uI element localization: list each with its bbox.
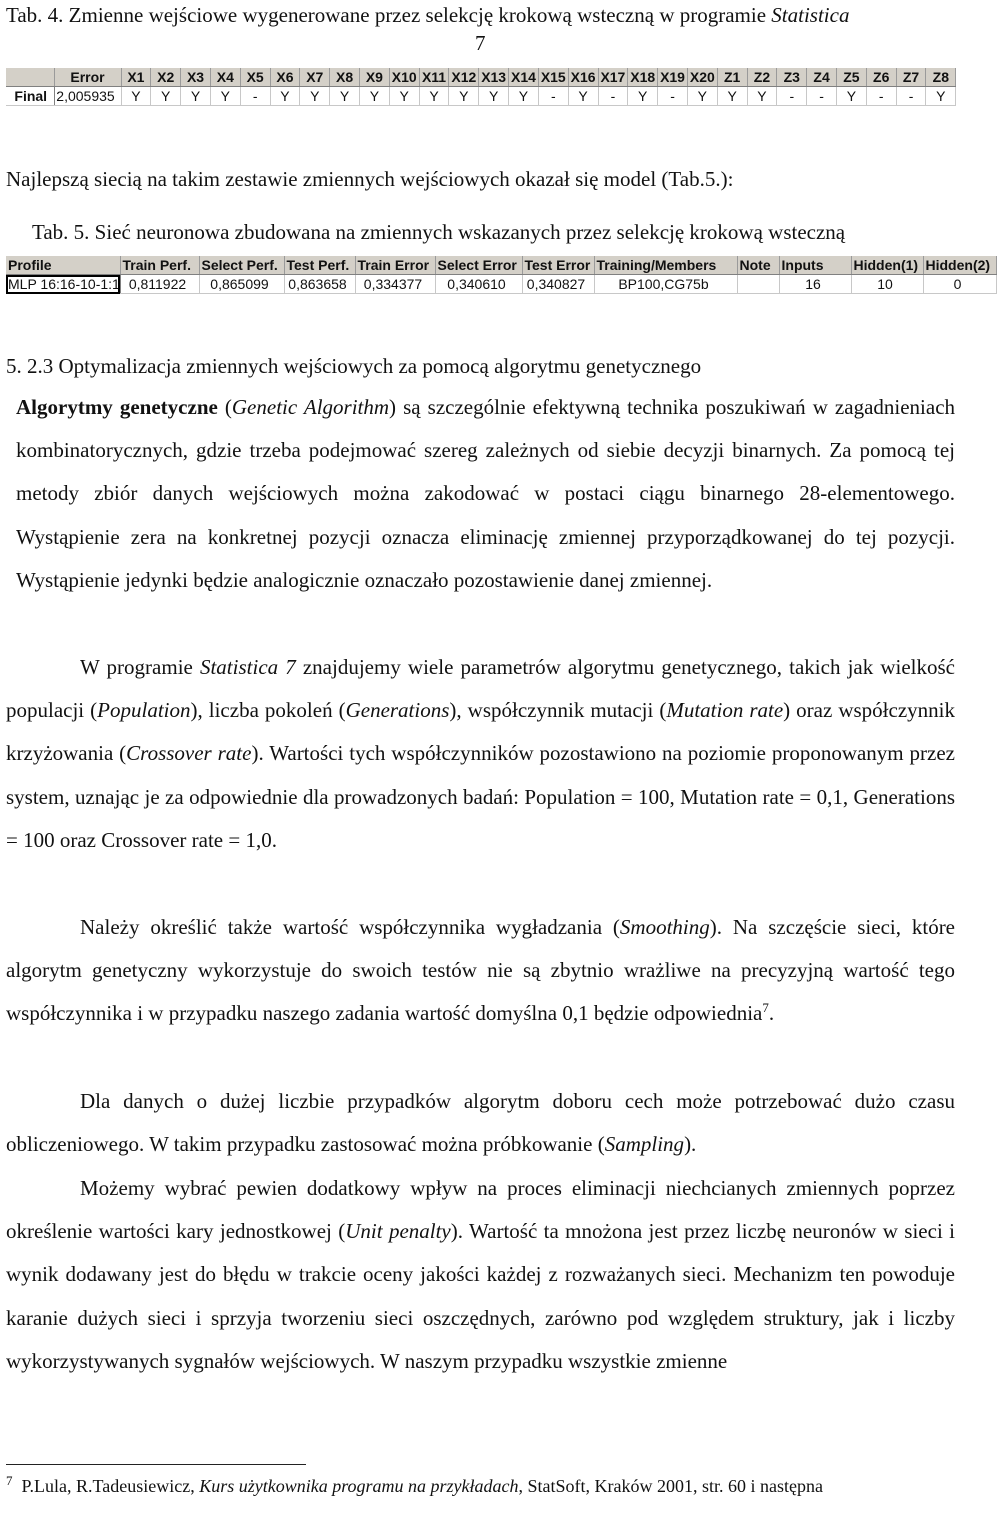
- tab4-cell: -: [777, 87, 807, 106]
- tab4-cell: Y: [360, 87, 390, 106]
- tab4-caption: [6, 3, 849, 27]
- p3-text-3: .: [768, 1001, 775, 1026]
- tab4-col-header: Error: [54, 68, 121, 87]
- tab4-col-header: X4: [210, 68, 240, 87]
- p2-text-2: znajdujemy wiele parametrów algorytmu genetycznego, takich jak wielkość populacji (: [6, 655, 955, 723]
- p3-text-2: ). Na szczęście sieci, które algorytm genetyczny wykorzystuje do swoich testów nie są zbytnio wrażliwe na precyzyjną wartość tego współczynnika i w przypadku naszego zadania wartość domyślna 0,1 będzie odpowiednia: [6, 915, 956, 1026]
- p1-bold: Algorytmy genetyczne: [16, 395, 218, 419]
- tab5-col-header: Note: [737, 256, 779, 275]
- tab5-col-header: Profile: [6, 256, 120, 275]
- p2-text-6: ). Wartości tych współczynników pozostawiono na poziomie proponowanym przez system, uznając je za odpowiednie dla prowadzonych badań: Population = 100, Mutation rate = 0,1, Generations = 100 oraz Crossover rate = 1,0.: [6, 741, 955, 852]
- tab4-cell: -: [658, 87, 688, 106]
- tab4-cell: -: [538, 87, 568, 106]
- tab4-caption-line2: 7: [475, 31, 486, 55]
- footnote-text-2: , StatSoft, Kraków 2001, str. 60 i następna: [518, 1476, 824, 1496]
- tab4-cell: Y: [717, 87, 747, 106]
- p2-italic-1: Statistica 7: [199, 655, 296, 679]
- tab4-cell: Y: [121, 87, 151, 106]
- tab5-cell: MLP 16:16-10-1:1: [8, 276, 120, 292]
- p4-text-2: ).: [684, 1132, 697, 1157]
- tab4-col-header: Z1: [717, 68, 747, 87]
- p2-text-1: W programie: [80, 655, 200, 679]
- p5-italic-1: Unit penalty: [345, 1219, 451, 1244]
- tab4-cell: Y: [837, 87, 867, 106]
- tab4-col-header: Z3: [777, 68, 807, 87]
- tab4-caption-italic: Statistica: [771, 3, 850, 27]
- p3-footnote-ref: 7: [762, 1000, 769, 1016]
- tab5-grid: [6, 256, 997, 294]
- tab4-cell: 2,005935: [54, 87, 121, 106]
- tab5-cell: BP100,CG75b: [594, 275, 737, 294]
- tab5-col-header: Select Error: [435, 256, 522, 275]
- tab4-cell: Y: [628, 87, 658, 106]
- tab4-cell: Y: [300, 87, 330, 106]
- tab5-cell: 0,340827: [522, 275, 594, 294]
- p1-text-1: (: [217, 395, 232, 419]
- tab4-cell: -: [598, 87, 628, 106]
- tab4-col-header: Z8: [926, 68, 956, 87]
- intro-text: Najlepszą siecią na takim zestawie zmiennych wejściowych okazał się model (Tab.5.):: [6, 167, 734, 191]
- paragraph-4: [6, 1080, 955, 1166]
- tab4-cell: Y: [151, 87, 181, 106]
- tab4-col-header: X18: [628, 68, 658, 87]
- tab4-col-header: X11: [419, 68, 449, 87]
- tab4-col-header: Z2: [747, 68, 777, 87]
- tab4-col-header: X8: [330, 68, 360, 87]
- tab5-cell: 10: [851, 275, 923, 294]
- p2-text-3: ), liczba pokoleń (: [190, 698, 346, 723]
- tab4-col-header: X17: [598, 68, 628, 87]
- tab5-col-header: Test Perf.: [284, 256, 355, 275]
- p2-text-5: ) oraz współczynnik krzyżowania (: [6, 698, 955, 766]
- tab4-grid: [6, 68, 956, 106]
- tab5-data-row: [6, 275, 996, 294]
- tab4-cell: -: [807, 87, 837, 106]
- tab4-col-header: Z5: [837, 68, 867, 87]
- tab4-col-header: X14: [509, 68, 539, 87]
- tab4-cell: -: [240, 87, 270, 106]
- paragraph-2: [6, 646, 955, 862]
- tab4-cell: Y: [687, 87, 717, 106]
- tab5-cell: 0,334377: [355, 275, 435, 294]
- tab4-cell: Y: [747, 87, 777, 106]
- p2-italic-3: Generations: [345, 698, 450, 723]
- tab4-cell: Y: [926, 87, 956, 106]
- tab5-col-header: Inputs: [779, 256, 851, 275]
- tab5-cell: 0: [923, 275, 996, 294]
- tab4-cell: Y: [509, 87, 539, 106]
- tab4-header-row: [6, 68, 956, 87]
- tab4-caption-text: Tab. 4. Zmienne wejściowe wygenerowane przez selekcję krokową wsteczną w programie: [6, 3, 772, 27]
- tab4-cell: Y: [449, 87, 479, 106]
- tab4-col-header: Z6: [866, 68, 896, 87]
- tab4-col-header: X12: [449, 68, 479, 87]
- tab4-col-header: X2: [151, 68, 181, 87]
- p2-italic-4: Mutation rate: [666, 698, 784, 723]
- tab4-col-header: X20: [687, 68, 717, 87]
- tab4-col-header: X13: [479, 68, 509, 87]
- tab5-header-row: [6, 256, 996, 275]
- tab4-col-header: X5: [240, 68, 270, 87]
- tab4-col-header: X15: [538, 68, 568, 87]
- p5-text-1: Możemy wybrać pewien dodatkowy wpływ na proces eliminacji niechcianych zmiennych poprzez określenie wartości kary jednostkowej (: [6, 1176, 955, 1244]
- tab4-col-header: X9: [360, 68, 390, 87]
- footnote: [6, 1474, 906, 1498]
- tab4-cell: Y: [419, 87, 449, 106]
- tab5-col-header: Hidden(2): [923, 256, 996, 275]
- tab4-cell: Y: [181, 87, 211, 106]
- tab4-col-header: X10: [389, 68, 419, 87]
- tab4-corner-cell: [6, 68, 54, 87]
- tab5-cell: 0,863658: [284, 275, 355, 294]
- p5-text-2: ). Wartość ta mnożona jest przez liczbę neuronów w sieci i wynik dodawany jest do błędu w trakcie oceny jakości każdej z rozważanych sieci. Mechanizm ten powoduje karanie dużych sieci i sprzyja tworzeniu sieci oszczędnych, zarówno pod względem struktury, jak i liczby wykorzystywanych sygnałów wejściowych. W naszym przypadku wszystkie zmienne: [6, 1219, 955, 1373]
- tab4-cell: -: [896, 87, 926, 106]
- section-heading: 5. 2.3 Optymalizacja zmiennych wejściowych za pomocą algorytmu genetycznego: [6, 354, 702, 378]
- tab4-col-header: Z4: [807, 68, 837, 87]
- tab5-cell: 0,340610: [435, 275, 522, 294]
- paragraph-1: [6, 386, 955, 602]
- footnote-number: 7: [6, 1473, 13, 1488]
- tab5-col-header: Train Error: [355, 256, 435, 275]
- p2-text-4: ), współczynnik mutacji (: [449, 698, 667, 723]
- tab4-cell: Y: [330, 87, 360, 106]
- p2-italic-2: Population: [97, 698, 191, 723]
- tab5-col-header: Training/Members: [594, 256, 737, 275]
- tab4-col-header: X16: [568, 68, 598, 87]
- tab4-cell: Y: [389, 87, 419, 106]
- tab5-col-header: Hidden(1): [851, 256, 923, 275]
- tab4-col-header: X19: [658, 68, 688, 87]
- tab4-data-row: [6, 87, 956, 106]
- tab5-cell: 0,811922: [120, 275, 199, 294]
- p3-italic-1: Smoothing: [619, 915, 710, 939]
- footnote-text-1: P.Lula, R.Tadeusiewicz,: [21, 1476, 200, 1496]
- footnote-italic-1: Kurs użytkownika programu na przykładach: [199, 1476, 519, 1496]
- tab5-caption: Tab. 5. Sieć neuronowa zbudowana na zmiennych wskazanych przez selekcję krokową wsteczną: [32, 220, 846, 244]
- tab4-col-header: X3: [181, 68, 211, 87]
- p4-text-1: Dla danych o dużej liczbie przypadków algorytm doboru cech może potrzebować dużo czasu obliczeniowego. W takim przypadku zastosować można próbkowanie (: [6, 1089, 955, 1157]
- footnote-rule: [6, 1464, 306, 1465]
- p4-italic-1: Sampling: [604, 1132, 685, 1157]
- tab5-cell: [737, 275, 779, 294]
- tab4-cell: Y: [479, 87, 509, 106]
- p1-text-2: ) są szczególnie efektywną technika poszukiwań w zagadnieniach kombinatorycznych, gdzie trzeba podejmować szereg zależnych od siebie decyzji binarnych. Za pomocą tej metody zbiór danych wejściowych można zakodować w postaci ciągu binarnego 28-elementowego. Wystąpienie zera na konkretnej pozycji oznacza eliminację zmiennej przyporządkowanej do tej pozycji. Wystąpienie jedynki będzie analogicznie oznaczało pozostawienie danej zmiennej.: [16, 395, 956, 592]
- tab5-cell: 0,865099: [199, 275, 284, 294]
- tab4-cell: Y: [210, 87, 240, 106]
- p2-italic-5: Crossover rate: [126, 741, 252, 766]
- tab4-col-header: X1: [121, 68, 151, 87]
- tab4-cell: Y: [270, 87, 300, 106]
- tab4-col-header: X7: [300, 68, 330, 87]
- tab4-cell: -: [866, 87, 896, 106]
- tab4-cell: Y: [568, 87, 598, 106]
- tab5-col-header: Train Perf.: [120, 256, 199, 275]
- p3-text-1: Należy określić także wartość współczynnika wygładzania (: [80, 915, 620, 939]
- tab5-col-header: Test Error: [522, 256, 594, 275]
- tab4-col-header: X6: [270, 68, 300, 87]
- tab5-cell: 16: [779, 275, 851, 294]
- tab4-row-header: Final: [6, 87, 54, 106]
- tab5-col-header: Select Perf.: [199, 256, 284, 275]
- paragraph-3: [6, 906, 955, 1036]
- paragraph-5: [6, 1167, 955, 1383]
- p1-italic-1: Genetic Algorithm: [231, 395, 390, 419]
- tab4-col-header: Z7: [896, 68, 926, 87]
